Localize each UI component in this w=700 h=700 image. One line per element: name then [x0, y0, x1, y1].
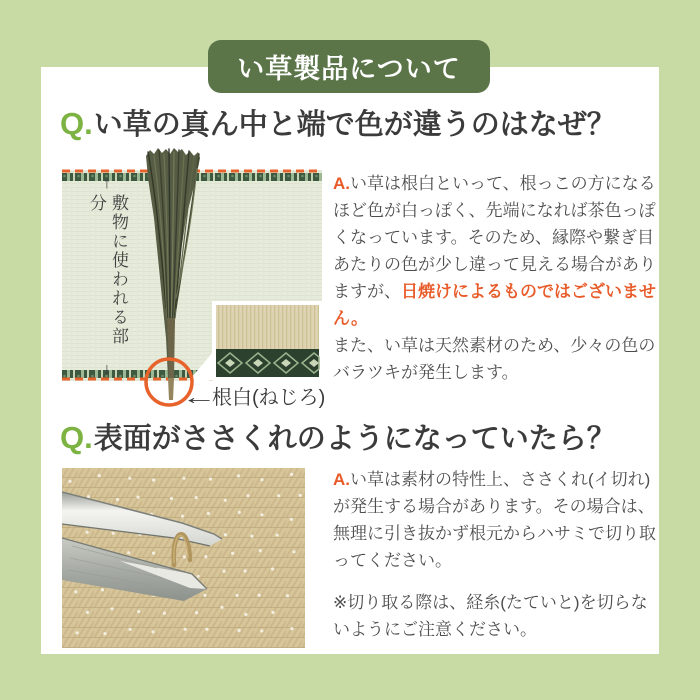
- igusa-strand-photo: [62, 148, 326, 409]
- q1-answer-text: い草は根白といって、根っこの方になるほど色が白っぽく、先端になれば茶色っぽくなっています。そのため、縁際や繋ぎ目あたりの色が少し違って見える場合がありますが、: [333, 174, 656, 301]
- question-2-heading: [60, 416, 656, 457]
- question-1-heading: [60, 102, 656, 143]
- q2-q-mark: Q.: [60, 420, 93, 455]
- rug-used-part-text: 敷物に使われる部分: [87, 194, 128, 346]
- down-arrow-icon: ↓: [103, 361, 111, 378]
- q2-caution-note: ※切り取る際は、経糸(たていと)を切らないようにご注意ください。: [333, 593, 648, 639]
- q2-a-mark: A.: [333, 470, 350, 489]
- q2-answer-paragraph: [333, 466, 663, 574]
- q1-question-text: い草の真ん中と端で色が違うのはなぜ？: [93, 109, 616, 141]
- nejiro-label: 根白(ねじろ): [212, 387, 326, 409]
- q1-answer-paragraph: [333, 170, 663, 332]
- q1-answer-paragraph-2: また、い草は天然素材のため、少々の色のバラツキが発生します。: [333, 336, 656, 382]
- q2-answer-text: い草は素材の特性上、ささくれ(イ切れ)が発生する場合があります。その場合は、無理に引き抜かず根元からハサミで切り取ってください。: [333, 470, 656, 570]
- q1-answer-highlight: 日焼けによるものではございません。: [333, 282, 656, 328]
- question-1-answer: [333, 170, 663, 386]
- scissors-cutting-photo: [62, 468, 305, 648]
- q1-a-mark: A.: [333, 174, 350, 193]
- question-2-answer: [333, 466, 663, 643]
- up-arrow-icon: ↑: [103, 175, 111, 192]
- page-title: い草製品について: [237, 54, 461, 84]
- scissors-photo-graphic: [62, 468, 305, 648]
- q1-q-mark: Q.: [60, 106, 93, 141]
- left-arrow-icon: ←: [181, 386, 217, 409]
- rug-used-part-label: [87, 175, 128, 378]
- page-title-badge: [208, 40, 490, 93]
- q2-question-text: 表面がささくれのようになっていたら？: [93, 423, 616, 455]
- nejiro-callout: [181, 381, 325, 410]
